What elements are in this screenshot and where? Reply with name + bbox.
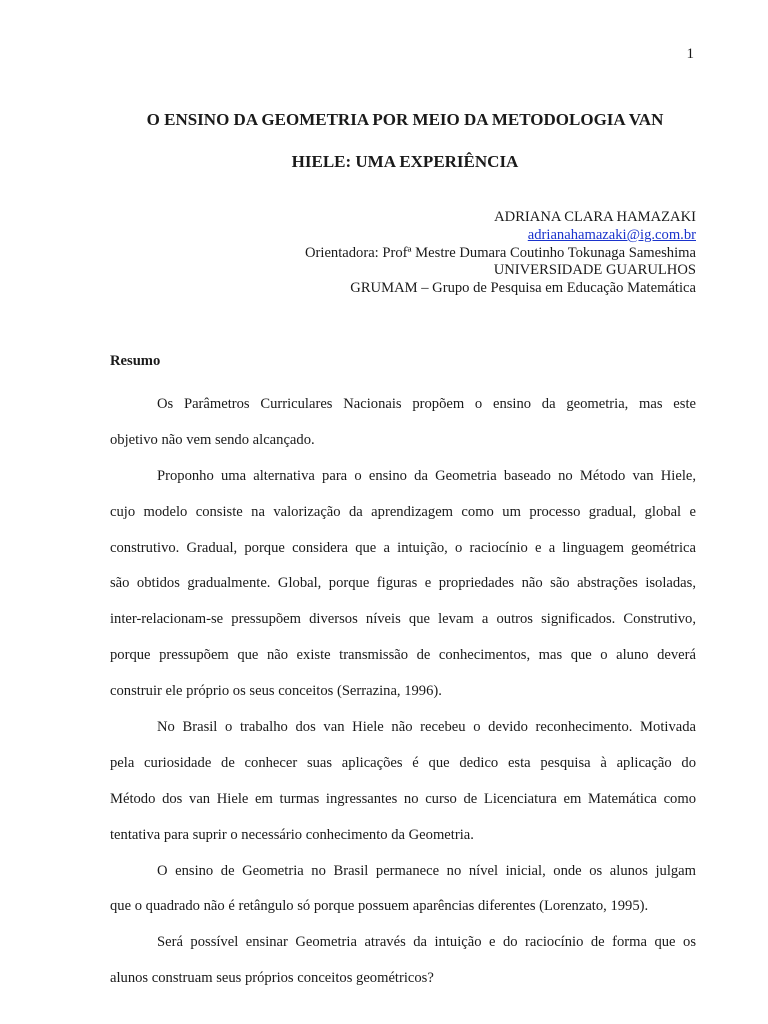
advisor: Orientadora: Profª Mestre Dumara Coutinho Tokunaga Sameshima — [304, 244, 696, 261]
abstract-line: tentativa para suprir o necessário conhecimento da Geometria. — [110, 826, 474, 843]
abstract-line: são obtidos gradualmente. Global, porque figuras e propriedades não são abstrações isoladas, — [110, 575, 696, 592]
abstract-heading: Resumo — [110, 353, 161, 369]
abstract-line: cujo modelo consiste na valorização da aprendizagem como um processo gradual, global e — [110, 503, 696, 520]
abstract-line: Será possível ensinar Geometria através da intuição e do raciocínio de forma que os — [157, 934, 696, 951]
abstract-line: No Brasil o trabalho dos van Hiele não recebeu o devido reconhecimento. Motivada — [157, 719, 696, 736]
university: UNIVERSIDADE GUARULHOS — [493, 262, 696, 279]
abstract-line: construtivo. Gradual, porque considera que a intuição, o raciocínio e a linguagem geométrica — [110, 539, 696, 556]
research-group: GRUMAM – Grupo de Pesquisa em Educação Matemática — [350, 280, 696, 297]
author-block — [305, 209, 696, 298]
abstract-line: inter-relacionam-se pressupõem diversos níveis que levam a outros significados. Construtivo, — [110, 611, 696, 628]
title-line-2: HIELE: UMA EXPERIÊNCIA — [291, 152, 519, 171]
abstract-line: construir ele próprio os seus conceitos (Serrazina, 1996). — [110, 683, 442, 700]
author-email-link[interactable]: adrianahamazaki@ig.com.br — [527, 226, 696, 243]
abstract-line: objetivo não vem sendo alcançado. — [110, 431, 315, 448]
abstract-line: Método dos van Hiele em turmas ingressantes no curso de Licenciatura em Matemática como — [110, 790, 696, 807]
abstract-line: porque pressupõem que não existe transmissão de conhecimentos, mas que o aluno deverá — [110, 647, 696, 664]
abstract-line: alunos construam seus próprios conceitos geométricos? — [110, 970, 434, 987]
abstract-line: que o quadrado não é retângulo só porque possuem aparências diferentes (Lorenzato, 1995). — [110, 898, 649, 915]
title-line-1: O ENSINO DA GEOMETRIA POR MEIO DA METODOLOGIA VAN — [146, 110, 664, 129]
abstract-line: Proponho uma alternativa para o ensino da Geometria baseado no Método van Hiele, — [157, 467, 696, 484]
page-number: 1 — [686, 46, 694, 62]
abstract-paragraph — [110, 459, 696, 710]
author-name: ADRIANA CLARA HAMAZAKI — [494, 209, 696, 225]
abstract-line: O ensino de Geometria no Brasil permanece no nível inicial, onde os alunos julgam — [157, 862, 696, 879]
abstract-body — [110, 387, 696, 997]
abstract-paragraph — [110, 710, 696, 854]
abstract-paragraph — [110, 925, 696, 997]
abstract-paragraph — [110, 854, 696, 926]
abstract-paragraph — [110, 387, 696, 459]
abstract-line: pela curiosidade de conhecer suas aplicações é que dedico esta pesquisa à aplicação do — [110, 754, 696, 771]
abstract-line: Os Parâmetros Curriculares Nacionais propõem o ensino da geometria, mas este — [157, 396, 696, 412]
